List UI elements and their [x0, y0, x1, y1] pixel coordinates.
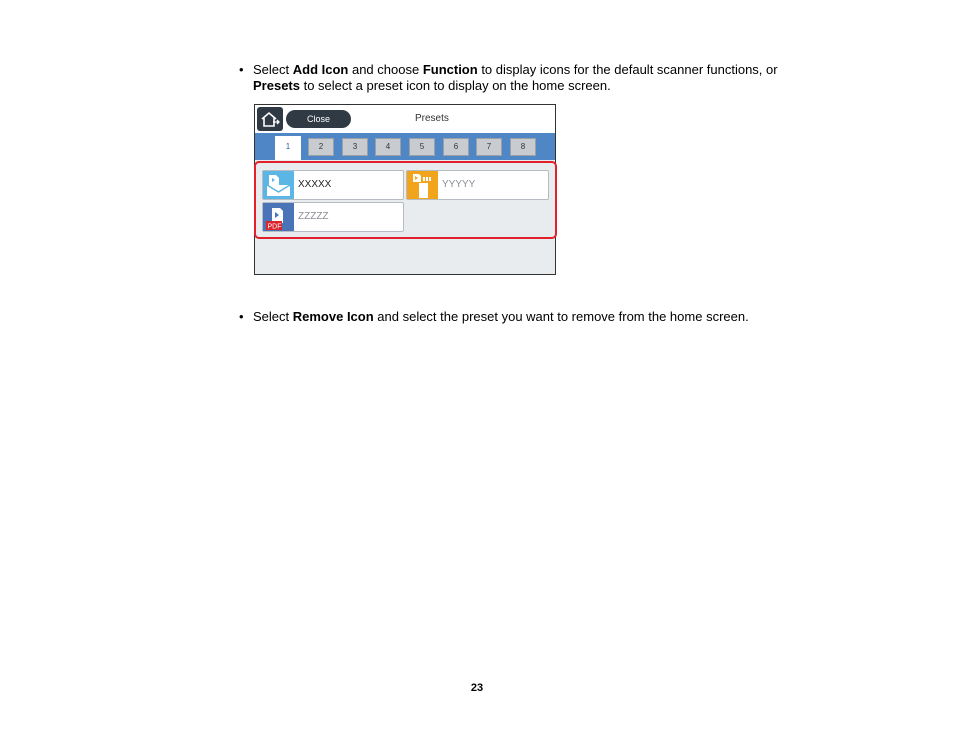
bullet-symbol: •	[239, 62, 244, 77]
bullet-remove-icon: • Select Remove Icon and select the preset you want to remove from the home screen.	[239, 309, 749, 324]
screen-title: Presets	[415, 113, 449, 124]
tab-1[interactable]: 1	[275, 136, 301, 160]
screen-header	[255, 105, 555, 133]
bullet-add-icon: • Select Add Icon and choose Function to display icons for the default scanner functions, or Presets to select a preset icon to display on the home screen.	[239, 62, 778, 93]
preset-zzzzz[interactable]	[262, 202, 404, 232]
term-add-icon: Add Icon	[292, 62, 349, 77]
preset-label: XXXXX	[298, 179, 332, 190]
home-button[interactable]	[257, 107, 283, 131]
pdf-badge: PDF	[267, 223, 282, 231]
preset-xxxxx[interactable]	[262, 170, 404, 200]
preset-label: YYYYY	[442, 179, 476, 190]
tab-2[interactable]: 2	[308, 138, 334, 156]
tab-3[interactable]: 3	[342, 138, 368, 156]
tab-6[interactable]: 6	[443, 138, 469, 156]
tab-7[interactable]: 7	[476, 138, 502, 156]
close-button[interactable]: Close	[286, 110, 351, 128]
tab-8[interactable]: 8	[510, 138, 536, 156]
preset-label: ZZZZZ	[298, 211, 329, 222]
term-presets: Presets	[253, 78, 300, 93]
term-remove-icon: Remove Icon	[292, 309, 374, 324]
page-number: 23	[470, 682, 484, 694]
scan-to-pdf-icon	[263, 203, 294, 231]
bullet-symbol: •	[239, 309, 244, 324]
scan-to-email-icon	[263, 171, 294, 199]
term-function: Function	[422, 62, 478, 77]
home-icon	[257, 107, 283, 131]
tab-4[interactable]: 4	[375, 138, 401, 156]
scan-to-memory-card-icon	[407, 171, 438, 199]
preset-yyyyy[interactable]	[406, 170, 549, 200]
tab-5[interactable]: 5	[409, 138, 435, 156]
tab-bar	[255, 133, 555, 160]
